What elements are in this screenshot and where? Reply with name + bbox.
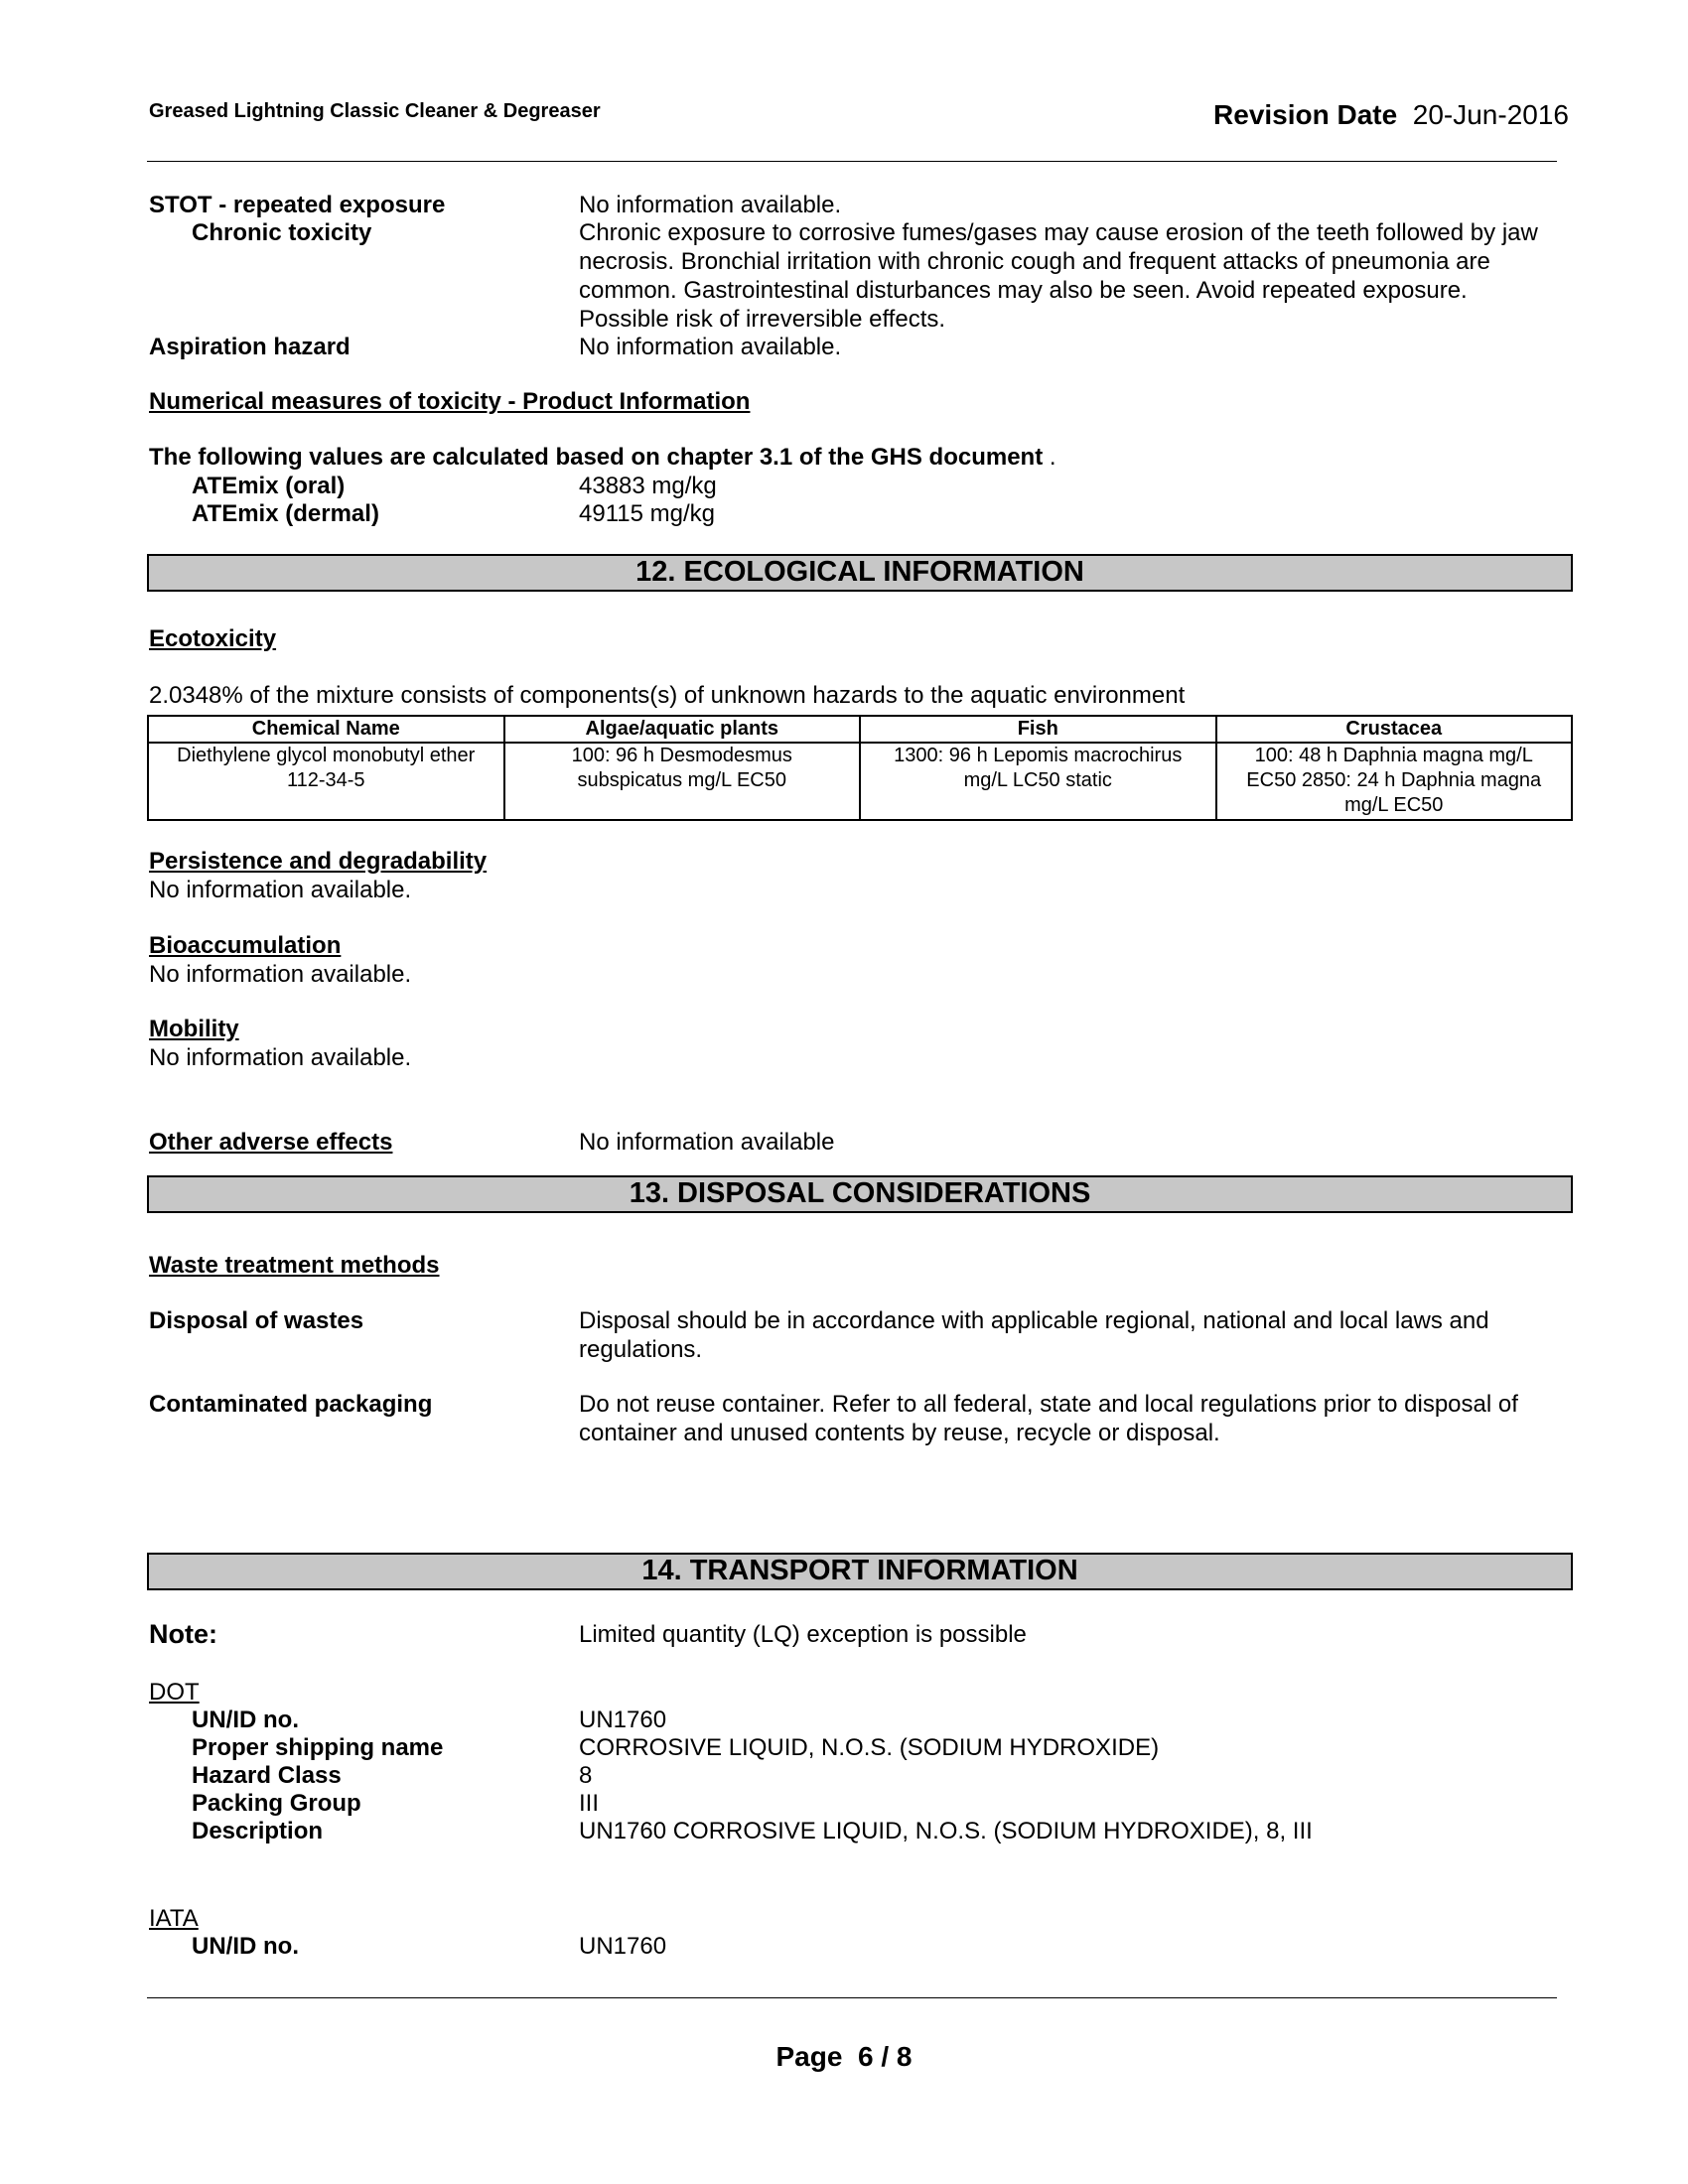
mobility-value: No information available. xyxy=(149,1044,412,1071)
chronic-line: Chronic exposure to corrosive fumes/gases may cause erosion of the teeth followed by jaw xyxy=(579,219,1538,246)
revision-date-value: 20-Jun-2016 xyxy=(1412,99,1569,130)
cell-line: 112-34-5 xyxy=(286,769,365,791)
dot-description-label: Description xyxy=(192,1818,324,1844)
bioaccumulation-block xyxy=(149,931,1559,989)
chronic-line: necrosis. Bronchial irritation with chronic cough and frequent attacks of pneumonia are xyxy=(579,248,1490,275)
revision-date-label: Revision Date xyxy=(1213,99,1398,130)
iata-unid-label: UN/ID no. xyxy=(192,1933,299,1960)
disposal-line: Disposal should be in accordance with applicable regional, national and local laws and xyxy=(579,1307,1489,1334)
dot-packing-label: Packing Group xyxy=(192,1790,361,1817)
table-row xyxy=(148,743,1572,820)
dot-unid-value: UN1760 xyxy=(579,1706,667,1733)
numerical-measures-heading: Numerical measures of toxicity - Product Information xyxy=(149,388,751,415)
cell-line: subspicatus mg/L EC50 xyxy=(577,769,786,791)
dot-packing-value: III xyxy=(579,1790,600,1817)
mixture-note: 2.0348% of the mixture consists of components(s) of unknown hazards to the aquatic environment xyxy=(149,682,1186,709)
calc-note-suffix: . xyxy=(1049,444,1056,471)
section-14-header: 14. TRANSPORT INFORMATION xyxy=(147,1553,1573,1590)
dot-description-value: UN1760 CORROSIVE LIQUID, N.O.S. (SODIUM HYDROXIDE), 8, III xyxy=(579,1818,1313,1844)
packaging-line: Do not reuse container. Refer to all federal, state and local regulations prior to disposal of xyxy=(579,1391,1518,1418)
cell-line: mg/L LC50 static xyxy=(963,769,1112,791)
disposal-line: regulations. xyxy=(579,1336,703,1363)
persistence-block xyxy=(149,847,1559,904)
bioaccumulation-heading: Bioaccumulation xyxy=(149,932,342,959)
atemix-oral-value: 43883 mg/kg xyxy=(579,473,717,499)
packaging-line: container and unused contents by reuse, recycle or disposal. xyxy=(579,1420,1220,1446)
cell-crustacea xyxy=(1216,743,1573,820)
note-value: Limited quantity (LQ) exception is possible xyxy=(579,1621,1027,1648)
other-effects-value: No information available xyxy=(579,1129,835,1156)
dot-heading: DOT xyxy=(149,1679,200,1706)
packaging-value xyxy=(579,1390,1688,1447)
mobility-heading: Mobility xyxy=(149,1016,239,1042)
cell-line: 1300: 96 h Lepomis macrochirus xyxy=(894,745,1183,766)
product-name: Greased Lightning Classic Cleaner & Degreaser xyxy=(149,100,601,122)
stot-value: No information available. xyxy=(579,192,842,218)
footer-divider xyxy=(147,1997,1557,1998)
chronic-line: Possible risk of irreversible effects. xyxy=(579,306,946,333)
packaging-label: Contaminated packaging xyxy=(149,1391,433,1418)
calc-note-row xyxy=(149,443,1559,472)
column-header-crustacea: Crustacea xyxy=(1216,716,1573,743)
table-header-row xyxy=(148,716,1572,743)
cell-chemical-name xyxy=(148,743,504,820)
dot-heading-row xyxy=(149,1678,1559,1706)
other-effects-heading: Other adverse effects xyxy=(149,1129,393,1156)
disposal-label: Disposal of wastes xyxy=(149,1307,364,1334)
dot-psn-label: Proper shipping name xyxy=(192,1734,444,1761)
dot-psn-value: CORROSIVE LIQUID, N.O.S. (SODIUM HYDROXIDE) xyxy=(579,1734,1160,1761)
ecotoxicity-heading: Ecotoxicity xyxy=(149,625,277,652)
cell-line: Diethylene glycol monobutyl ether xyxy=(177,745,476,766)
waste-heading-row xyxy=(149,1251,1559,1280)
section-13-header: 13. DISPOSAL CONSIDERATIONS xyxy=(147,1175,1573,1213)
page-indicator xyxy=(0,2041,1688,2073)
iata-heading: IATA xyxy=(149,1905,199,1932)
chronic-label: Chronic toxicity xyxy=(192,219,372,246)
aspiration-label: Aspiration hazard xyxy=(149,334,351,360)
bioaccumulation-value: No information available. xyxy=(149,961,412,988)
calc-note: The following values are calculated based on chapter 3.1 of the GHS document xyxy=(149,444,1044,471)
mixture-note-row xyxy=(149,681,1559,710)
page-number: 6 / 8 xyxy=(858,2041,913,2072)
chronic-value xyxy=(579,218,1688,334)
cell-algae xyxy=(504,743,861,820)
page-label: Page xyxy=(775,2041,843,2072)
chronic-line: common. Gastrointestinal disturbances may also be seen. Avoid repeated exposure. xyxy=(579,277,1468,304)
note-label: Note: xyxy=(149,1619,217,1649)
revision-date-block xyxy=(1213,99,1569,131)
waste-treatment-heading: Waste treatment methods xyxy=(149,1252,440,1279)
column-header-algae: Algae/aquatic plants xyxy=(504,716,861,743)
atemix-dermal-value: 49115 mg/kg xyxy=(579,500,715,527)
atemix-dermal-label: ATEmix (dermal) xyxy=(192,500,379,527)
header-divider xyxy=(147,161,1557,162)
cell-line: mg/L EC50 xyxy=(1344,794,1444,816)
mobility-block xyxy=(149,1015,1559,1072)
column-header-chemical-name: Chemical Name xyxy=(148,716,504,743)
cell-line: 100: 96 h Desmodesmus xyxy=(571,745,792,766)
section-12-header: 12. ECOLOGICAL INFORMATION xyxy=(147,554,1573,592)
ecotoxicity-heading-row xyxy=(149,624,1559,653)
iata-heading-row xyxy=(149,1904,1559,1933)
dot-hazard-label: Hazard Class xyxy=(192,1762,342,1789)
cell-line: EC50 2850: 24 h Daphnia magna xyxy=(1246,769,1542,791)
column-header-fish: Fish xyxy=(860,716,1216,743)
cell-line: 100: 48 h Daphnia magna mg/L xyxy=(1254,745,1533,766)
dot-hazard-value: 8 xyxy=(579,1762,593,1789)
dot-unid-label: UN/ID no. xyxy=(192,1706,299,1733)
atemix-oral-label: ATEmix (oral) xyxy=(192,473,346,499)
aspiration-value: No information available. xyxy=(579,334,842,360)
numerical-heading-row xyxy=(149,387,1559,416)
persistence-value: No information available. xyxy=(149,877,412,903)
persistence-heading: Persistence and degradability xyxy=(149,848,488,875)
disposal-value xyxy=(579,1306,1688,1364)
stot-label: STOT - repeated exposure xyxy=(149,192,446,218)
iata-unid-value: UN1760 xyxy=(579,1933,667,1960)
cell-fish xyxy=(860,743,1216,820)
ecotoxicity-table xyxy=(147,715,1573,821)
